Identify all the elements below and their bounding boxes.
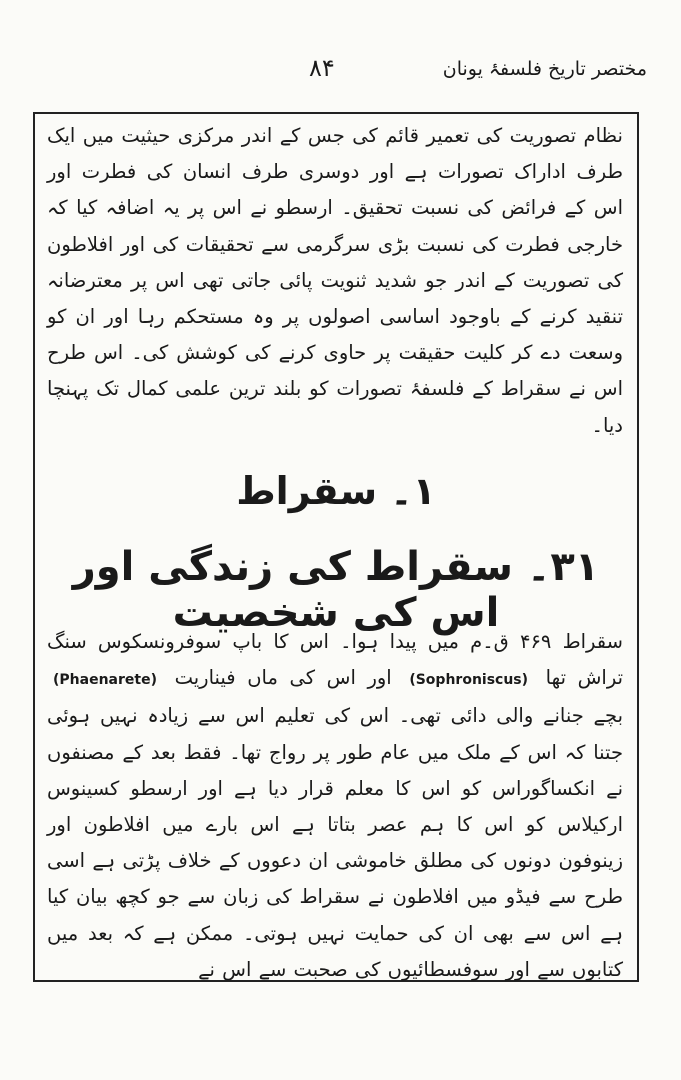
running-head [34, 54, 647, 94]
text-frame [33, 112, 639, 982]
body-text-part3: بچے جنانے والی دائی تھی۔ اس کی تعلیم اس سے زیادہ نہیں ہوئی جتنا کہ اس کے ملک میں عام طور پر رواج تھا۔ فقط بعد کے مصنفوں نے انکساگوراس کو اس کا معلم قرار دیا ہے اور ارسطو کسینوس ارکیلاس کو اس کا ہم عصر بتاتا ہے اس بارے میں افلاطون اور زینوفون دونوں کی مطلق خاموشی ان دعووں کے خلاف پڑتی ہے اسی طرح سے فیڈو میں افلاطون نے سقراط کی زبان سے جو کچھ بیان کیا ہے اس سے بھی ان کی حمایت نہیں ہوتی۔ ممکن ہے کہ بعد میں کتابوں سے اور سوفسطائیوں کی صحبت سے اس نے [47, 704, 623, 981]
section-heading: ۱۔ سقراط [236, 469, 436, 513]
body-paragraph [47, 624, 623, 988]
intro-paragraph: نظام تصوریت کی تعمیر قائم کی جس کے اندر مرکزی حیثیت میں ایک طرف اداراک تصورات ہے اور دوسری طرف انسان کی فطرت اور اس کے فرائض کی نسبت تحقیق۔ ارسطو نے اس پر یہ اضافہ کیا کہ خارجی فطرت کی نسبت بڑی سرگرمی سے تحقیقات کی اور افلاطون کی تصوریت کے اندر جو شدید ثنویت پائی جاتی تھی اس پر معترضانہ تنقید کرنے کے باوجود اساسی اصولوں پر وہ مستحکم رہا اور ان کو وسعت دے کر کلیت حقیقت پر حاوی کرنے کی کوشش کی۔ اس طرح اس نے سقراط کے فلسفۂ تصورات کو بلند ترین علمی کمال تک پہنچا دیا۔ [47, 124, 623, 437]
subsection-heading: ۳۱۔ سقراط کی زندگی اور اس کی شخصیت [72, 544, 600, 636]
body-text-part1: سقراط ۴۶۹ ق۔م میں پیدا ہوا۔ اس کا باپ سوفرونسکوس سنگ تراش تھا [47, 630, 624, 690]
book-title: مختصر تاریخ فلسفۂ یونان [442, 58, 647, 80]
page-number: ۸۴ [309, 54, 335, 82]
latin-name-mother: (Phaenarete) [53, 672, 157, 689]
body-text-part2: اور اس کی ماں فیناریت [174, 666, 392, 690]
latin-name-father: (Sophroniscus) [409, 672, 529, 689]
